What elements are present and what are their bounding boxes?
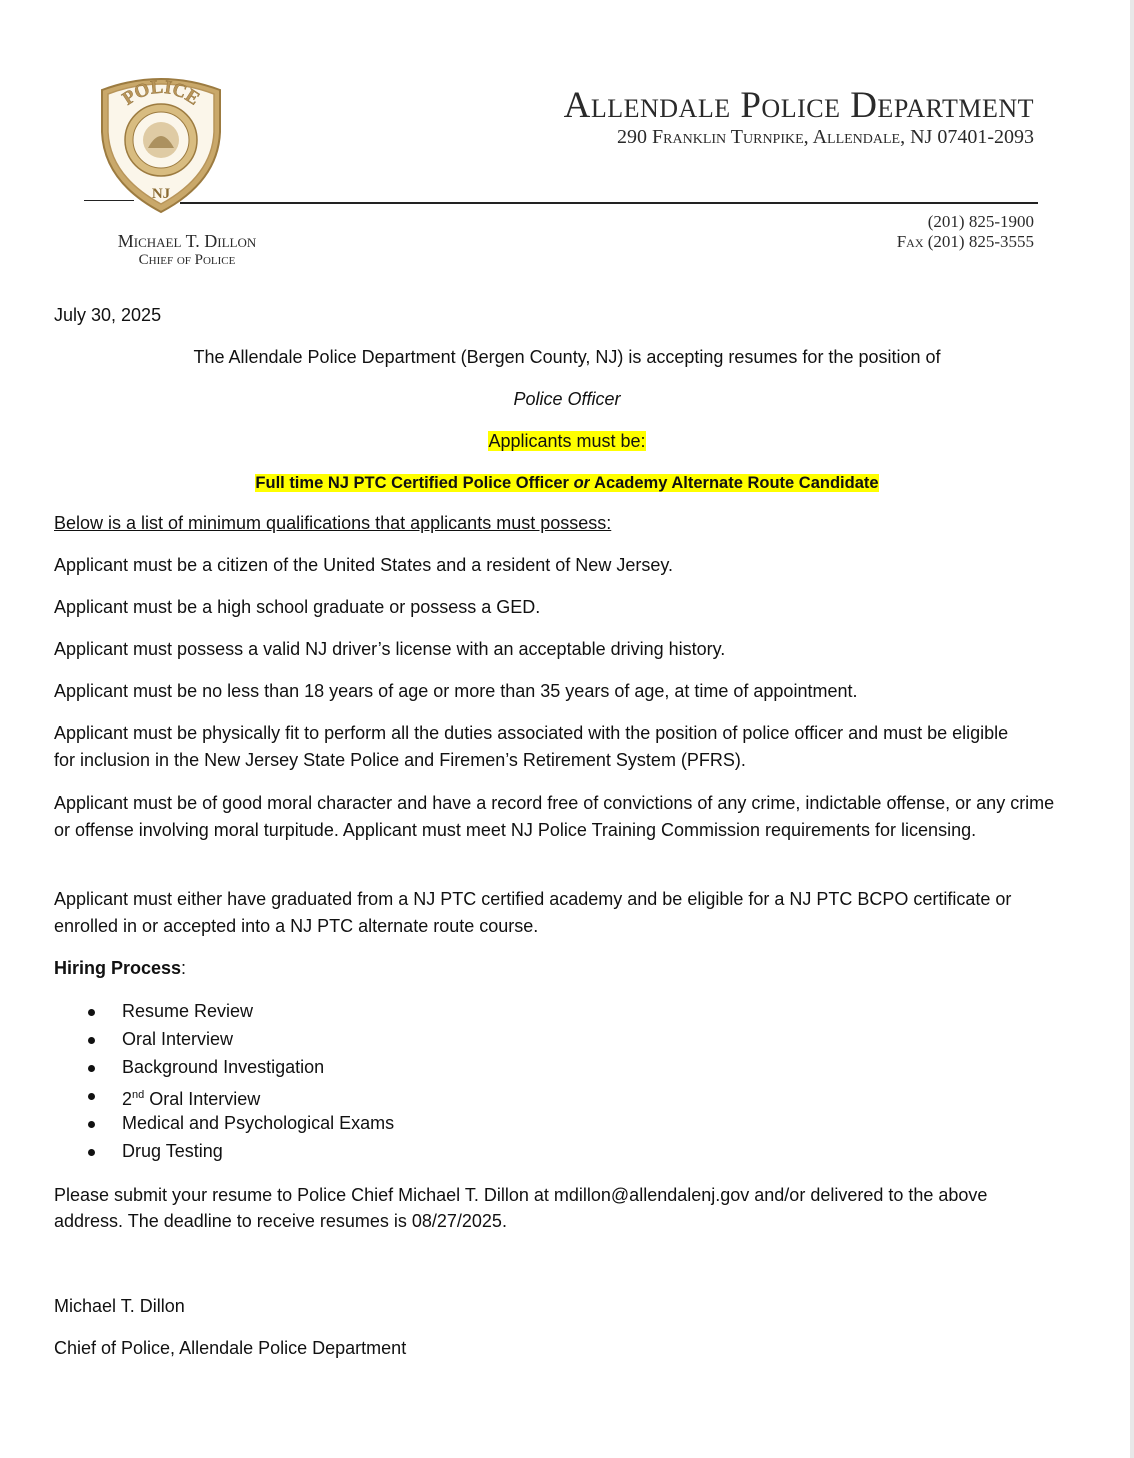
qualification-item: Applicant must possess a valid NJ driver’s license with an acceptable driving history. bbox=[54, 639, 726, 659]
signature-name: Michael T. Dillon bbox=[54, 1296, 185, 1316]
letter-date: July 30, 2025 bbox=[54, 305, 162, 325]
bullet-icon bbox=[88, 1037, 95, 1044]
list-item bbox=[54, 1137, 394, 1165]
qualification-item: Applicant must be a citizen of the United States and a resident of New Jersey. bbox=[54, 555, 673, 575]
hiring-heading: Hiring Process bbox=[54, 958, 182, 978]
qualification-item: Applicant must either have graduated from a NJ PTC certified academy and be eligible for a NJ PTC BCPO certificate or enrolled in or accepted into a NJ PTC alternate route course. bbox=[54, 889, 1012, 936]
hiring-heading-line bbox=[54, 955, 186, 982]
chief-block bbox=[104, 231, 270, 269]
list-item bbox=[54, 1109, 394, 1137]
list-item bbox=[54, 1053, 394, 1081]
position-title: Police Officer bbox=[513, 389, 621, 409]
qualification-item: Applicant must be physically fit to perform all the duties associated with the position of police officer and must be eligible for inclusion in the New Jersey State Police and Firemen’s Retirement System (PFRS). bbox=[54, 723, 1009, 770]
fax-number: Fax (201) 825-3555 bbox=[896, 232, 1034, 251]
chief-title: Chief of Police bbox=[138, 252, 236, 268]
bullet-icon bbox=[88, 1149, 95, 1156]
intro-text: The Allendale Police Department (Bergen County, NJ) is accepting resumes for the position of bbox=[193, 347, 941, 367]
phone-number: (201) 825-1900 bbox=[927, 212, 1034, 231]
requirement-part2: Academy Alternate Route Candidate bbox=[590, 474, 879, 492]
department-name: Allendale Police Department bbox=[563, 85, 1034, 126]
qualification-item: Applicant must be of good moral character and have a record free of convictions of any crime, indictable offense, or any crime or offense involving moral turpitude. Applicant must meet NJ Police Training Commission requirements for licensing. bbox=[54, 793, 1055, 840]
hiring-step-label: Resume Review bbox=[122, 1001, 254, 1021]
chief-name: Michael T. Dillon bbox=[117, 231, 257, 251]
hiring-step-ordinal: nd bbox=[132, 1089, 145, 1101]
bullet-icon bbox=[88, 1009, 95, 1016]
department-address: 290 Franklin Turnpike, Allendale, NJ 07401-2093 bbox=[617, 126, 1034, 148]
hiring-step-rest: Oral Interview bbox=[144, 1089, 261, 1109]
qualification-item: Applicant must be a high school graduate or possess a GED. bbox=[54, 597, 541, 617]
list-item bbox=[54, 1025, 394, 1053]
submission-text: Please submit your resume to Police Chief Michael T. Dillon at mdillon@allendalenj.gov and/or delivered to the above address. The deadline to receive resumes is 08/27/2025. bbox=[54, 1185, 988, 1231]
police-badge-logo bbox=[96, 74, 226, 214]
requirement-part1: Full time NJ PTC Certified Police Officer bbox=[255, 474, 574, 492]
signature-title: Chief of Police, Allendale Police Department bbox=[54, 1338, 407, 1358]
hiring-step-label: Medical and Psychological Exams bbox=[122, 1113, 395, 1133]
page-edge bbox=[1130, 0, 1134, 1458]
hiring-steps-list bbox=[54, 997, 394, 1165]
letterhead-rule bbox=[180, 202, 1038, 204]
bullet-icon bbox=[88, 1121, 95, 1128]
qualification-item: Applicant must be no less than 18 years of age or more than 35 years of age, at time of appointment. bbox=[54, 681, 858, 701]
hiring-step-number: 2 bbox=[122, 1089, 133, 1109]
bullet-icon bbox=[88, 1093, 95, 1100]
svg-text:POLICE: POLICE bbox=[118, 76, 204, 110]
requirement-connector: or bbox=[573, 474, 591, 492]
hiring-step-label: Background Investigation bbox=[122, 1057, 325, 1077]
list-item bbox=[54, 997, 394, 1025]
requirement-line bbox=[0, 470, 1134, 497]
hiring-step-label: Oral Interview bbox=[122, 1029, 234, 1049]
applicants-heading bbox=[0, 428, 1134, 455]
list-item bbox=[54, 1081, 394, 1109]
bullet-icon bbox=[88, 1065, 95, 1072]
svg-text:NJ: NJ bbox=[151, 186, 171, 202]
qualifications-heading: Below is a list of minimum qualifications that applicants must possess: bbox=[54, 513, 612, 533]
hiring-step-label: Drug Testing bbox=[122, 1141, 223, 1161]
letterhead-rule-left bbox=[84, 200, 134, 201]
applicants-must-be: Applicants must be: bbox=[488, 431, 646, 451]
hiring-heading-colon: : bbox=[181, 958, 187, 978]
contact-block bbox=[897, 212, 1034, 252]
